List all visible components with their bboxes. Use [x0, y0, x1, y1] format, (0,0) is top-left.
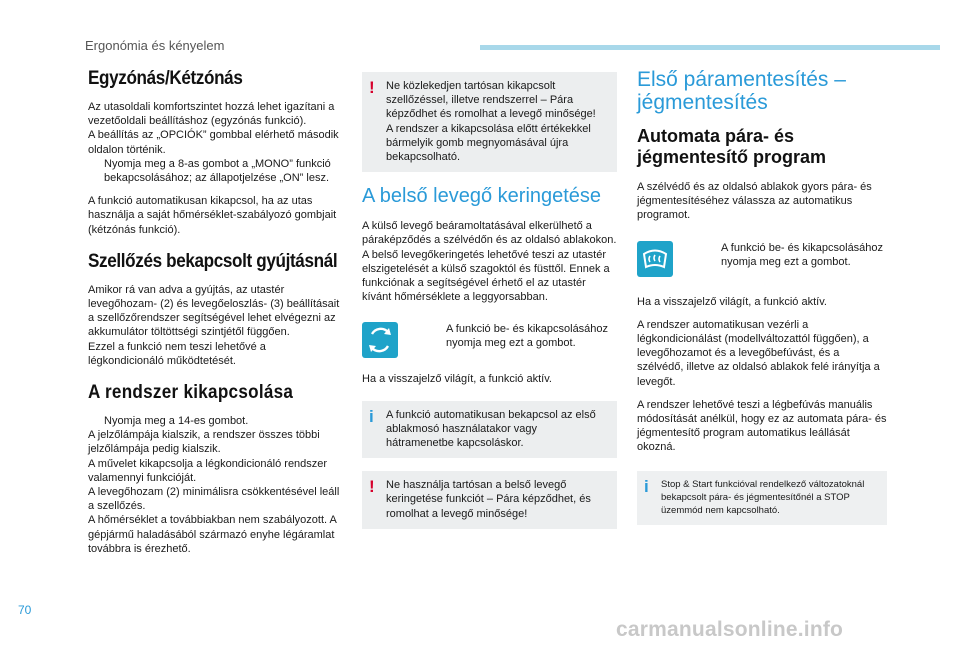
- subheading-auto-program: Automata pára- és jégmentesítő program: [637, 126, 827, 167]
- paragraph: A jelzőlámpája kialszik, a rendszer összes többi jelzőlámpája pedig kialszik.: [88, 429, 320, 456]
- watermark: carmanualsonline.info: [616, 618, 844, 641]
- warning-box: [362, 72, 617, 172]
- warning-icon: !: [369, 78, 375, 97]
- icon-instruction: [430, 322, 617, 350]
- warning-box: [362, 471, 617, 529]
- paragraph: Ezzel a funkció nem teszi lehetővé a légkondicionáló működtetését.: [88, 340, 266, 367]
- info-icon: i: [644, 476, 649, 496]
- info-text: A funkció automatikusan bekapcsol az első ablakmosó használatakor vagy hátramenetbe kapcsoláskor.: [386, 408, 596, 450]
- bullet-text: Nyomja meg a 8-as gombot a „MONO” funkció bekapcsolásához; az állapotjelzése „ON” lesz.: [104, 157, 331, 185]
- paragraph: A levegőhozam (2) minimálisra csökkentésével leáll a szellőzés.: [88, 486, 340, 513]
- bullet-text: Nyomja meg a 14-es gombot.: [104, 415, 249, 428]
- paragraph: A funkció automatikusan kikapcsol, ha az utas használja a saját hőmérséklet-szabályozó gombjait (kétzónás funkció).: [88, 195, 337, 236]
- heading-recirculation: A belső levegő keringetése: [362, 185, 602, 208]
- paragraph: A szélvédő és az oldalsó ablakok gyors pára- és jégmentesítéséhez válassza az automatikus programot.: [637, 181, 872, 222]
- warning-text: Ne közlekedjen tartósan kikapcsolt szellőzéssel, illetve rendszerrel – Pára képződhet és romolhat a levegő minősége!: [386, 80, 596, 121]
- page-number: 70: [18, 603, 32, 617]
- instruction-text: A funkció be- és kikapcsolásához nyomja meg ezt a gombot.: [721, 241, 884, 268]
- recirculation-icon: [362, 322, 398, 358]
- bullet-item: [88, 157, 340, 185]
- instruction-text: A funkció be- és kikapcsolásához nyomja meg ezt a gombot.: [446, 323, 609, 350]
- paragraph: A külső levegő beáramoltatásával elkerülhető a páraképződés a szélvédőn és az oldalsó ablakokon.: [362, 220, 617, 247]
- paragraph: A hőmérséklet a továbbiakban nem szabályozott. A gépjármű haladásából származó enyhe légáramlat továbbra is érezhető.: [88, 514, 337, 555]
- paragraph: A belső levegőkeringetés lehetővé teszi az utastér elszigetelését a külső szagoktól és füsttől. Ennek a funkciónak a segítségével érhető el az utastér kívánt hőmérséklete a leggyorsabban.: [362, 248, 610, 304]
- paragraph: Ha a visszajelző világít, a funkció aktív.: [362, 373, 552, 386]
- column-left: [88, 68, 340, 556]
- windscreen-defrost-icon: [637, 241, 673, 277]
- info-box: [362, 401, 617, 459]
- heading-front-demist: Első páramentesítés – jégmentesítés: [637, 68, 846, 114]
- paragraph: Amikor rá van adva a gyújtás, az utastér levegőhozam- (2) és levegőeloszlás- (3) beállításait a szellőzőrendszer segítségével lehet elvégezni az akkumulátor töltöttségi szintjétől függően.: [88, 283, 340, 339]
- defrost-instruction: [637, 241, 887, 277]
- info-text: Stop & Start funkcióval rendelkező változatoknál bekapcsolt pára- és jégmentesítőnél a STOP üzemmód nem kapcsolható.: [661, 478, 865, 516]
- recirculation-instruction: [362, 322, 617, 358]
- paragraph: Az utasoldali komfortszintet hozzá lehet igazítani a vezetőoldali beállításhoz (egyzónás funkció).: [88, 101, 335, 128]
- paragraph: A rendszer lehetővé teszi a légbefúvás manuális módosítását anélkül, hogy ez az automata pára- és jégmentesítő program automatikus leállását okozná.: [637, 398, 887, 454]
- heading-ventilation-ignition-on: Szellőzés bekapcsolt gyújtásnál: [88, 250, 338, 272]
- column-middle: [362, 72, 617, 542]
- warning-icon: !: [369, 477, 375, 497]
- column-right: [637, 68, 887, 538]
- paragraph: A művelet kikapcsolja a légkondicionáló rendszer valamennyi funkcióját.: [88, 457, 328, 484]
- icon-instruction: [705, 241, 887, 269]
- heading-single-dual-zone: Egyzónás/Kétzónás: [88, 68, 243, 89]
- bullet-item: [88, 414, 340, 428]
- paragraph: A beállítás az „OPCIÓK” gombbal elérhető második oldalon történik.: [88, 129, 339, 156]
- warning-text: A rendszer a kikapcsolása előtt értékekkel bármelyik gomb megnyomásával újra bekapcsolható.: [386, 122, 591, 164]
- warning-text: Ne használja tartósan a belső levegő keringetése funkciót – Pára képződhet, és romolhat a levegő minősége!: [386, 479, 591, 520]
- heading-system-off: A rendszer kikapcsolása: [88, 382, 294, 404]
- header-accent-bar: [480, 45, 940, 50]
- info-box: [637, 471, 887, 525]
- paragraph: A rendszer automatikusan vezérli a légkondicionálást (modellváltozattól függően), a levegőhozamot és a levegőbefúvást, és a szélvédő, illetve az oldalsó ablakok felé irányítja a levegőt.: [637, 318, 880, 388]
- section-header: Ergonómia és kényelem: [85, 38, 225, 53]
- info-icon: i: [369, 406, 374, 426]
- paragraph: Ha a visszajelző világít, a funkció aktív.: [637, 295, 827, 308]
